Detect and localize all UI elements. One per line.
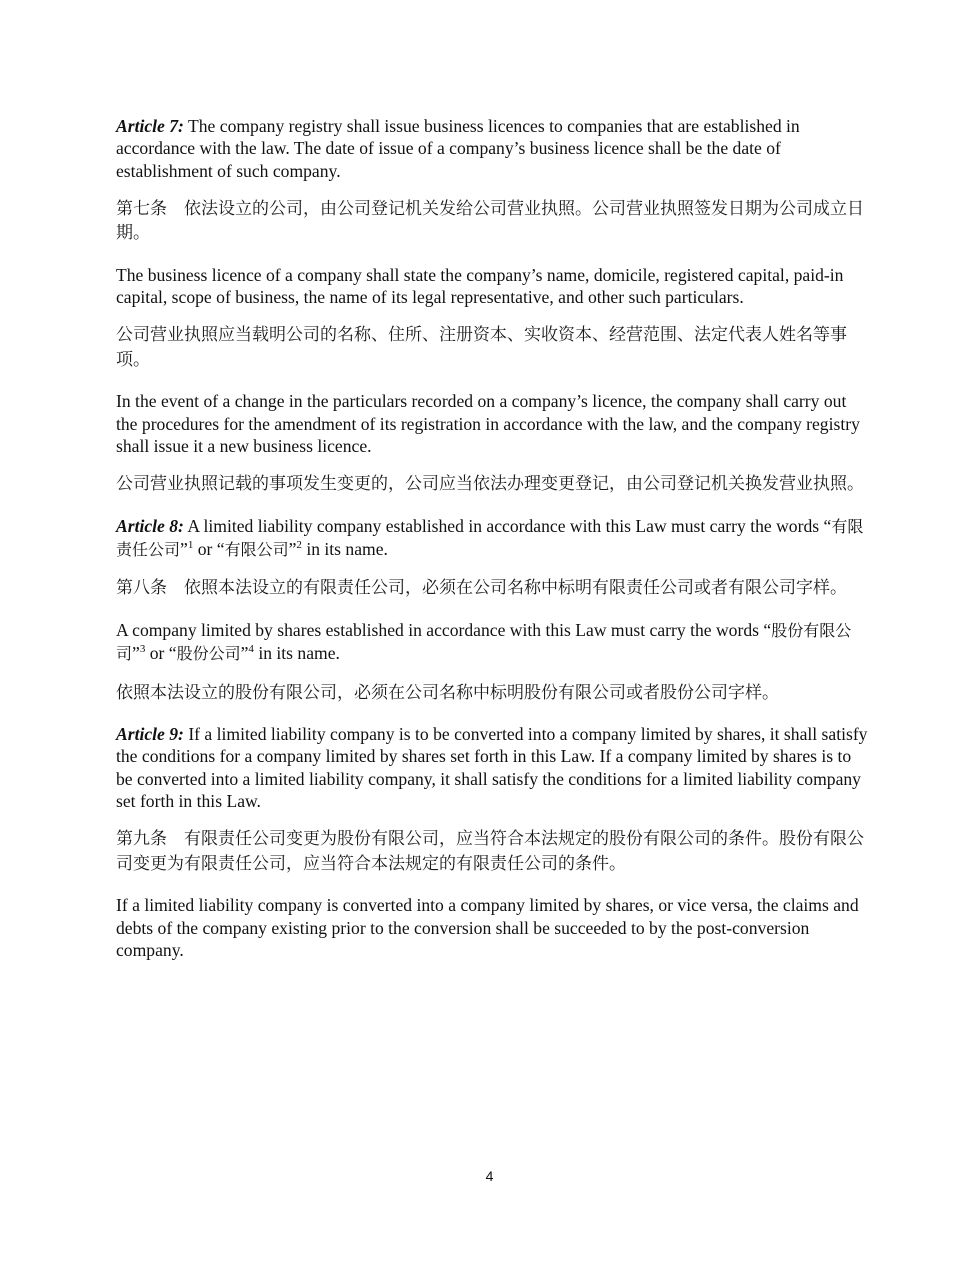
term-limited-liability-company: 有限责任公司 <box>116 516 864 560</box>
footnote-ref-3[interactable]: 3 <box>139 643 146 656</box>
article-9-chinese-1: 第九条 有限责任公司变更为股份有限公司，应当符合本法规定的股份有限公司的条件。股份有限公司变更为有限责任公司，应当符合本法规定的有限责任公司的条件。 <box>116 829 864 874</box>
article-8-paragraph-2 <box>116 619 868 666</box>
article-7-chinese-2: 公司营业执照应当载明公司的名称、住所、注册资本、实收资本、经营范围、法定代表人姓名等事项。 <box>116 325 847 370</box>
footnote-ref-4[interactable]: 4 <box>248 643 254 656</box>
page-number: 4 <box>485 1168 494 1184</box>
article-7-paragraph-2: The business licence of a company shall state the company’s name, domicile, registered capital, paid-in capital, scope of business, the name of its legal representative, and other such particulars. <box>116 264 844 308</box>
article-8-text-2e: in its name. <box>253 643 340 664</box>
article-8-text-2c: or “ <box>145 643 177 664</box>
article-9-heading: Article 9: <box>116 724 184 745</box>
page-content <box>116 115 868 976</box>
article-8-text-1e: in its name. <box>301 539 388 560</box>
term-company-limited-by-shares: 股份有限公司 <box>116 620 852 664</box>
quote-close-4: ” <box>240 643 249 664</box>
article-7-chinese-1: 第七条 依法设立的公司，由公司登记机关发给公司营业执照。公司营业执照签发日期为公司成立日期。 <box>116 198 864 244</box>
article-8-text-2a: A company limited by shares established in accordance with this Law must carry the words “ <box>116 619 772 640</box>
article-8-paragraph-1 <box>116 515 868 562</box>
article-8-text-1a: A limited liability company established in accordance with this Law must carry the words “ <box>183 515 832 536</box>
article-7-heading: Article 7: <box>116 116 184 136</box>
quote-close-2: ” <box>288 539 297 560</box>
term-share-company: 股份公司 <box>176 644 241 664</box>
article-9-text-1: If a limited liability company is to be converted into a company limited by shares, it shall satisfy the conditions for a company limited by shares set forth in this Law. If a company limited by shares is to be converted into a limited liability company, it shall satisfy the conditions for a limited liability company set forth in this Law. <box>116 724 868 811</box>
footnote-ref-1[interactable]: 1 <box>187 539 194 552</box>
article-7-chinese-3: 公司营业执照记载的事项发生变更的，公司应当依法办理变更登记，由公司登记机关换发营业执照。 <box>116 474 864 495</box>
article-8-chinese-1: 第八条 依照本法设立的有限责任公司，必须在公司名称中标明有限责任公司或者有限公司字样。 <box>116 578 847 599</box>
term-limited-company: 有限公司 <box>224 540 289 560</box>
article-9-paragraph-2: If a limited liability company is converted into a company limited by shares, or vice versa, the claims and debts of the company existing prior to the conversion shall be succeeded to by the post-conversion company. <box>116 895 859 960</box>
quote-close-1: ” <box>180 539 188 560</box>
footnote-ref-2[interactable]: 2 <box>296 539 302 552</box>
article-7-paragraph-1 <box>116 115 868 182</box>
article-8-text-1c: or “ <box>193 539 225 560</box>
article-7-text-1: The company registry shall issue business licences to companies that are established in accordance with the law. The date of issue of a company’s business licence shall be the date of establishment of such company. <box>116 116 800 181</box>
article-8-chinese-2: 依照本法设立的股份有限公司，必须在公司名称中标明股份有限公司或者股份公司字样。 <box>116 682 779 703</box>
quote-close-3: ” <box>132 643 140 664</box>
article-8-heading: Article 8: <box>116 515 184 536</box>
article-7-paragraph-3: In the event of a change in the particulars recorded on a company’s licence, the company shall carry out the procedures for the amendment of its registration in accordance with the law, and the company registry shall issue it a new business licence. <box>116 391 860 457</box>
article-9-paragraph-1 <box>116 723 868 812</box>
